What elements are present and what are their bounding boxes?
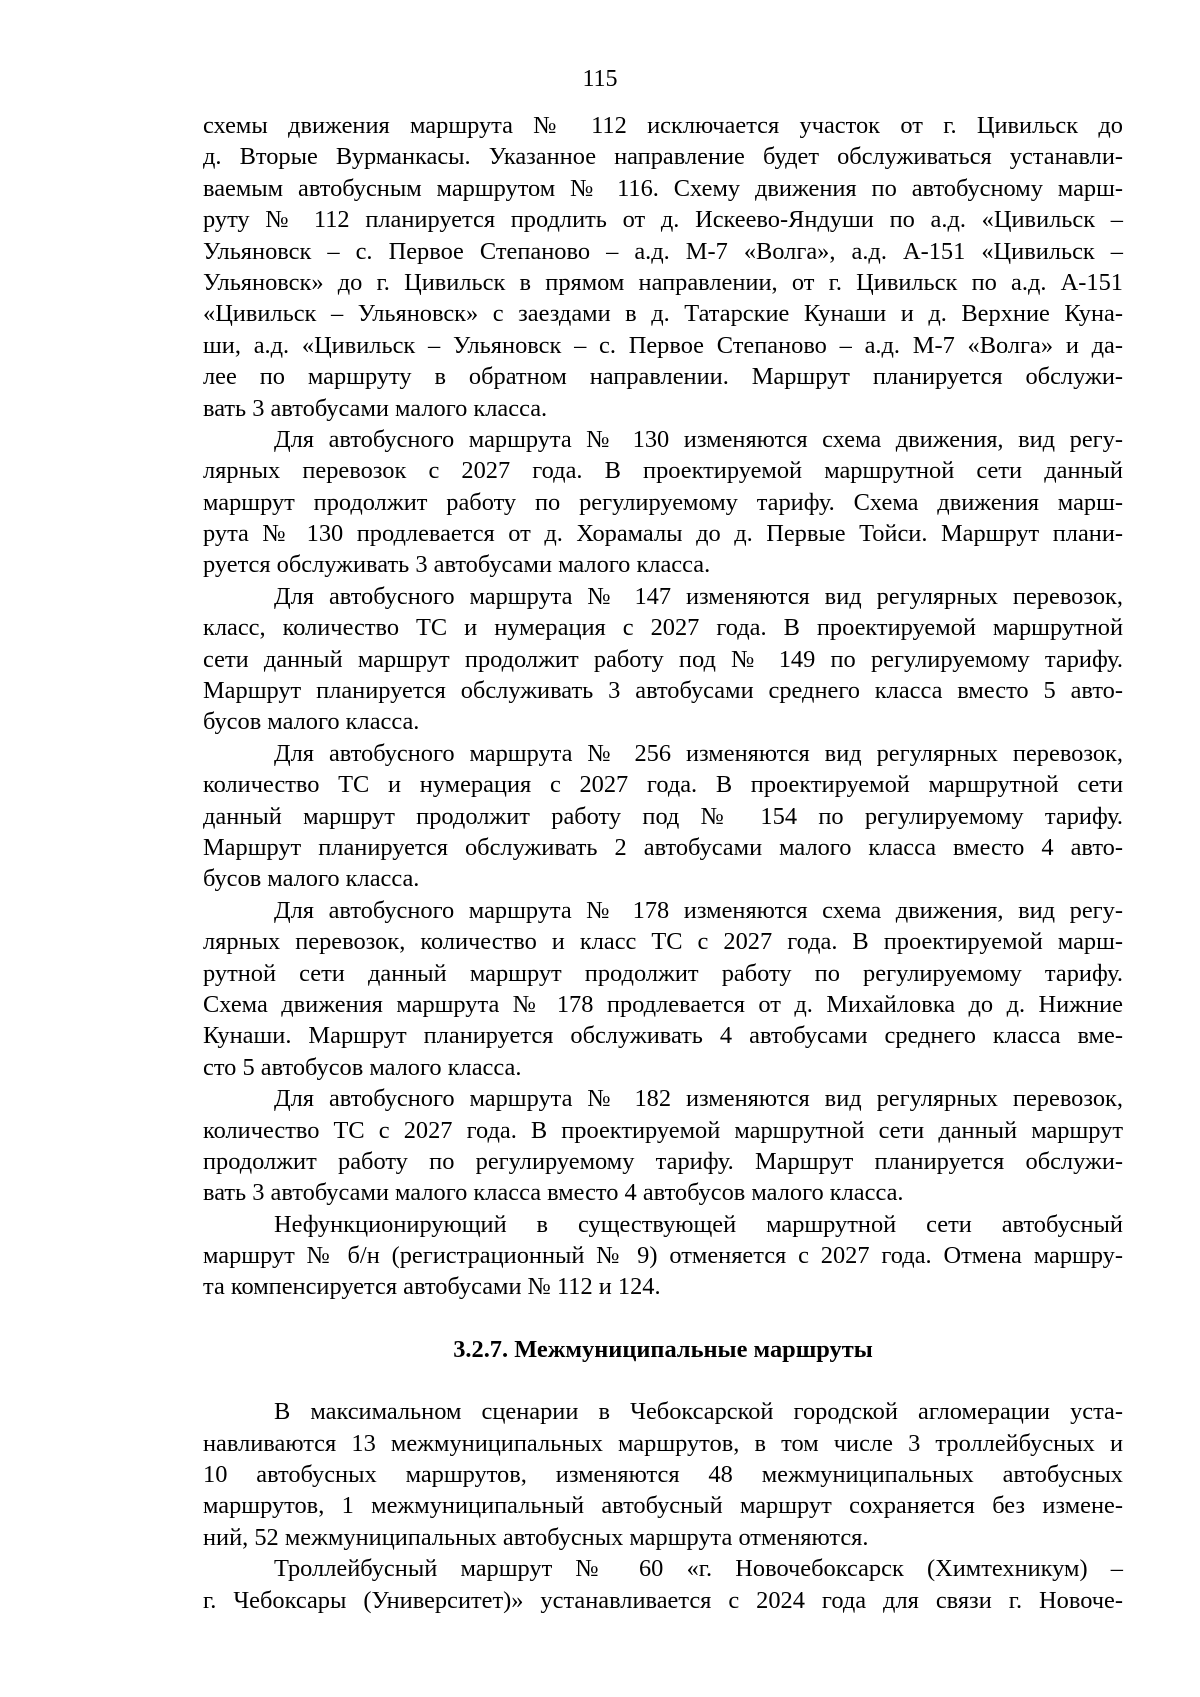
paragraph [203, 1396, 1123, 1553]
paragraph [203, 424, 1123, 581]
text-line: Для автобусного маршрута № 147 изменяются вид регулярных перевозок, [274, 582, 1123, 610]
text-line: Схема движения маршрута № 178 продлевается от д. Михайловка до д. Нижние [203, 990, 1123, 1018]
text-line: рутной сети данный маршрут продолжит работу по регулируемому тарифу. [203, 959, 1123, 987]
text-line: маршрут продолжит работу по регулируемому тарифу. Схема движения марш- [203, 488, 1123, 516]
text-line: 10 автобусных маршрутов, изменяются 48 межмуниципальных автобусных [203, 1461, 1123, 1489]
text-line: Маршрут планируется обслуживать 3 автобусами среднего класса вместо 5 авто- [203, 677, 1123, 705]
text-line: Для автобусного маршрута № 256 изменяются вид регулярных перевозок, [274, 739, 1123, 767]
text-line: руется обслуживать 3 автобусами малого класса. [203, 551, 711, 579]
text-line: ваемым автобусным маршрутом № 116. Схему движения по автобусному марш- [203, 174, 1123, 202]
text-line: В максимальном сценарии в Чебоксарской городской агломерации уста- [274, 1398, 1123, 1426]
text-line: продолжит работу по регулируемому тарифу. Маршрут планируется обслужи- [203, 1147, 1123, 1175]
paragraph [203, 1209, 1123, 1303]
text-line: Ульяновск – с. Первое Степаново – а.д. М-7 «Волга», а.д. А-151 «Цивильск – [203, 237, 1123, 265]
text-line: данный маршрут продолжит работу под № 154 по регулируемому тарифу. [203, 802, 1123, 830]
page-number: 115 [582, 66, 618, 92]
section-paragraphs [203, 1396, 1123, 1616]
text-line: ний, 52 межмуниципальных автобусных маршрута отменяются. [203, 1523, 869, 1551]
text-line: Троллейбусный маршрут № 60 «г. Новочебоксарск (Химтехникум) – [274, 1555, 1123, 1583]
text-line: количество ТС и нумерация с 2027 года. В проектируемой маршрутной сети [203, 771, 1123, 799]
text-line: руту № 112 планируется продлить от д. Искеево-Яндуши по а.д. «Цивильск – [203, 206, 1123, 234]
text-line: бусов малого класса. [203, 865, 420, 893]
text-line: та компенсируется автобусами № 112 и 124. [203, 1273, 661, 1301]
paragraph [203, 895, 1123, 1083]
text-line: бусов малого класса. [203, 708, 420, 736]
text-line: лярных перевозок с 2027 года. В проектируемой маршрутной сети данный [203, 457, 1123, 485]
text-line: д. Вторые Вурманкасы. Указанное направление будет обслуживаться устанавли- [203, 143, 1123, 171]
text-line: лярных перевозок, количество и класс ТС с 2027 года. В проектируемой марш- [203, 928, 1123, 956]
text-line: рута № 130 продлевается от д. Хорамалы до д. Первые Тойси. Маршрут плани- [203, 520, 1123, 548]
text-line: лее по маршруту в обратном направлении. Маршрут планируется обслужи- [203, 363, 1123, 391]
text-line: Кунаши. Маршрут планируется обслуживать 4 автобусами среднего класса вме- [203, 1022, 1123, 1050]
text-line: Маршрут планируется обслуживать 2 автобусами малого класса вместо 4 авто- [203, 833, 1123, 861]
paragraph [203, 110, 1123, 424]
paragraph [203, 581, 1123, 738]
text-line: навливаются 13 межмуниципальных маршрутов, в том числе 3 троллейбусных и [203, 1429, 1123, 1457]
text-line: Для автобусного маршрута № 182 изменяются вид регулярных перевозок, [274, 1085, 1123, 1113]
text-line: Ульяновск» до г. Цивильск в прямом направлении, от г. Цивильск по а.д. А-151 [203, 268, 1123, 296]
text-line: количество ТС с 2027 года. В проектируемой маршрутной сети данный маршрут [203, 1116, 1123, 1144]
text-line: класс, количество ТС и нумерация с 2027 года. В проектируемой маршрутной [203, 614, 1123, 642]
text-line: Нефункционирующий в существующей маршрутной сети автобусный [274, 1210, 1123, 1238]
paragraph [203, 1083, 1123, 1209]
text-line: сети данный маршрут продолжит работу под № 149 по регулируемому тарифу. [203, 645, 1123, 673]
document-body [203, 110, 1123, 1616]
text-line: «Цивильск – Ульяновск» с заездами в д. Татарские Кунаши и д. Верхние Куна- [203, 300, 1123, 328]
text-line: Для автобусного маршрута № 130 изменяются схема движения, вид регу- [274, 425, 1123, 453]
text-line: ши, а.д. «Цивильск – Ульяновск – с. Первое Степаново – а.д. М-7 «Волга» и да- [203, 331, 1123, 359]
text-line: вать 3 автобусами малого класса. [203, 394, 548, 422]
paragraph [203, 1553, 1123, 1616]
paragraphs-before-heading [203, 110, 1123, 1303]
text-line: вать 3 автобусами малого класса вместо 4 автобусов малого класса. [203, 1179, 904, 1207]
paragraph [203, 738, 1123, 895]
text-line: схемы движения маршрута № 112 исключается участок от г. Цивильск до [203, 112, 1123, 139]
text-line: маршрутов, 1 межмуниципальный автобусный маршрут сохраняется без измене- [203, 1492, 1123, 1520]
text-line: маршрут № б/н (регистрационный № 9) отменяется с 2027 года. Отмена маршру- [203, 1242, 1123, 1270]
text-line: сто 5 автобусов малого класса. [203, 1053, 522, 1081]
section-heading: 3.2.7. Межмуниципальные маршруты [453, 1335, 873, 1363]
text-line: Для автобусного маршрута № 178 изменяются схема движения, вид регу- [274, 896, 1123, 924]
text-line: г. Чебоксары (Университет)» устанавливается с 2024 года для связи г. Новоче- [203, 1586, 1123, 1614]
